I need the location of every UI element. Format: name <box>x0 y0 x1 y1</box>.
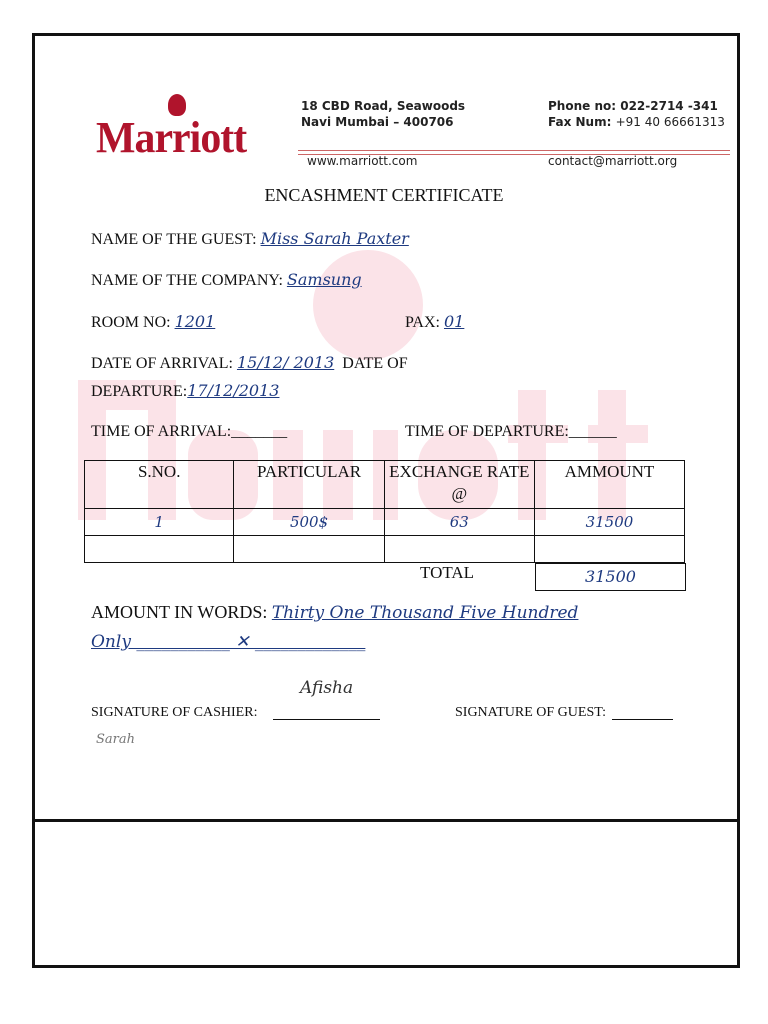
cell-empty <box>534 536 684 563</box>
cashier-signature-line <box>273 719 380 720</box>
pax-value: 01 <box>443 312 465 331</box>
cashier-signature: Afisha <box>300 678 354 698</box>
email-link[interactable]: contact@marriott.org <box>548 154 678 168</box>
cell-empty <box>85 536 234 563</box>
total-value: 31500 <box>535 563 686 591</box>
address-line-2: Navi Mumbai – 400706 <box>301 115 454 129</box>
page-title: ENCASHMENT CERTIFICATE <box>264 185 504 205</box>
cell-sno: 1 <box>85 509 234 536</box>
logo-text: Marriott <box>96 113 247 162</box>
fax-label: Fax Num: <box>548 115 612 129</box>
words-line-1: Thirty One Thousand Five Hundred <box>271 603 579 623</box>
company-label: NAME OF THE COMPANY: <box>91 272 283 289</box>
phone-value: 022-2714 -341 <box>620 99 718 113</box>
table-row <box>85 536 685 563</box>
guest-signature-label: SIGNATURE OF GUEST: <box>455 705 606 720</box>
words-line-2: Only ___________ ✕ _____________ <box>91 632 366 652</box>
header-amount: AMMOUNT <box>534 461 684 509</box>
arrival-value: 15/12/ 2013 <box>236 353 335 372</box>
address-line-1: 18 CBD Road, Seawoods <box>301 99 466 113</box>
header-exchange-rate: EXCHANGE RATE @ <box>384 461 534 509</box>
cell-particular: 500$ <box>234 509 384 536</box>
website-link[interactable]: www.marriott.com <box>307 154 418 168</box>
divider <box>32 819 738 822</box>
guest-value: Miss Sarah Paxter <box>260 229 409 248</box>
pax-label: PAX: <box>405 314 440 331</box>
departure-label-2: DEPARTURE: <box>91 383 188 400</box>
table-header-row <box>85 461 685 509</box>
guest-signature-line <box>612 719 673 720</box>
fax-value: +91 40 66661313 <box>615 115 725 129</box>
words-label: AMOUNT IN WORDS: <box>91 602 268 622</box>
cell-amount: 31500 <box>534 509 684 536</box>
time-of-departure: TIME OF DEPARTURE:______ <box>405 423 617 440</box>
header-sno: S.NO. <box>85 461 234 509</box>
departure-label-1: DATE OF <box>342 355 408 372</box>
guest-label: NAME OF THE GUEST: <box>91 231 257 248</box>
company-value: Samsung <box>286 270 362 289</box>
arrival-label: DATE OF ARRIVAL: <box>91 355 233 372</box>
guest-signature: Sarah <box>96 732 135 747</box>
cashier-signature-label: SIGNATURE OF CASHIER: <box>91 705 258 720</box>
marriott-logo <box>96 98 271 168</box>
table-row <box>85 509 685 536</box>
phone-label: Phone no: <box>548 99 617 113</box>
room-value: 1201 <box>174 312 216 331</box>
departure-value: 17/12/2013 <box>187 381 280 400</box>
header-particular: PARTICULAR <box>234 461 384 509</box>
room-label: ROOM NO: <box>91 314 171 331</box>
address <box>301 98 465 130</box>
contact-info <box>548 98 725 130</box>
exchange-table <box>84 460 685 563</box>
cell-empty <box>384 536 534 563</box>
cell-rate: 63 <box>384 509 534 536</box>
time-of-arrival: TIME OF ARRIVAL:_______ <box>91 423 288 440</box>
total-label: TOTAL <box>420 563 475 582</box>
cell-empty <box>234 536 384 563</box>
